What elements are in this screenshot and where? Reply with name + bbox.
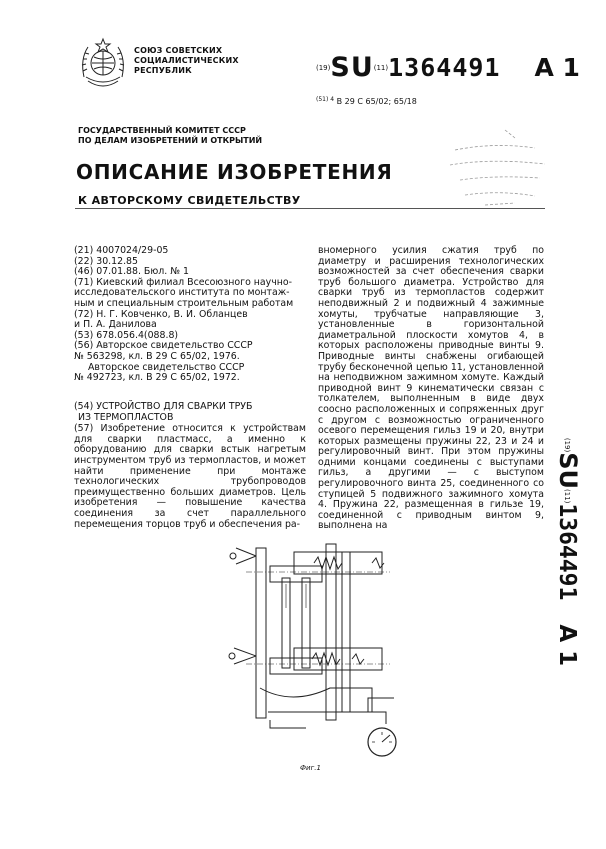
bibliographic-data <box>74 246 306 384</box>
ussr-emblem-icon <box>78 37 128 97</box>
biblio-line: (56) Авторское свидетельство СССР <box>74 340 253 352</box>
document-subtitle: К АВТОРСКОМУ СВИДЕТЕЛЬСТВУ <box>78 194 301 207</box>
technical-drawing <box>222 538 412 738</box>
code-11: (11) <box>373 64 389 72</box>
side-patent-number <box>548 412 588 692</box>
pressure-gauge-icon <box>365 725 399 759</box>
abstract-text-continued: вномерного усилия сжатия труб по диаметру и расширения технологических возможностей за счет обеспечения сварки труб большого диаметра. Устройство для сварки труб из термопластов содержит неподвижный 2 и подвижный 4 зажимные хомуты, трубчатые направляющие 3, установленные в горизонтальной диаметральной плоскости хомутов 4, в которых расположены приводные винты 9. Приводные винты снабжены огибающей трубу бесконечной цепью 11, установленной на неподвижном зажимном хомуте. Каждый приводной винт 9 кинематически связан с толкателем, выполненным в виде двух соосно расположенных и сопряженных друг с другом с возможностью ограниченного осевого перемещения гильз 19 и 20, внутри которых размещены пружины 22, 23 и 24 и регулировочный винт. При этом пружины одними концами соединены с выступами гильз, а другими — с выступом регулировочного винта 25, соединенного со ступицей 5 подвижного зажимного хомута 4. Пружина 22, размещенная в гильзе 19, соединенной с приводным винтом 9, выполнена на <box>318 245 544 532</box>
country-name <box>134 46 239 76</box>
ipc-classification <box>316 96 417 106</box>
biblio-line: (21) 4007024/29-05 <box>74 245 169 256</box>
biblio-line: (71) Киевский филиал Всесоюзного научно- <box>74 276 292 288</box>
committee-line: ГОСУДАРСТВЕННЫЙ КОМИТЕТ СССР <box>78 126 246 135</box>
biblio-line: (46) 07.01.88. Бюл. № 1 <box>74 266 189 278</box>
side-country: SU <box>554 452 582 490</box>
union-line: СОЮЗ СОВЕТСКИХ <box>134 46 223 55</box>
document-number <box>316 52 580 83</box>
kind-code: A 1 <box>534 53 580 82</box>
biblio-line: (53) 678.056.4(088.8) <box>74 329 179 341</box>
code-19: (19) <box>316 64 331 72</box>
country-code: SU <box>330 52 374 83</box>
ipc-code: (51) 4 <box>316 96 335 103</box>
biblio-line: и П. А. Данилова <box>74 319 157 331</box>
biblio-line: (72) Н. Г. Ковченко, В. И. Обланцев <box>74 308 248 320</box>
biblio-line: № 492723, кл. В 29 С 65/02, 1972. <box>74 372 240 384</box>
biblio-line: № 563298, кл. В 29 С 65/02, 1976. <box>74 350 240 362</box>
biblio-line: исследовательского института по монтаж- <box>74 287 290 299</box>
committee-line: ПО ДЕЛАМ ИЗОБРЕТЕНИЙ И ОТКРЫТИЙ <box>78 136 263 145</box>
union-line: СОЦИАЛИСТИЧЕСКИХ <box>134 56 239 65</box>
side-code-11: (11) <box>563 489 571 504</box>
biblio-line: (22) 30.12.85 <box>74 255 138 267</box>
side-code-19: (19) <box>563 437 571 453</box>
abstract-right-column <box>318 246 544 532</box>
library-stamp-icon <box>435 120 560 215</box>
side-number: 1364491 <box>554 503 580 601</box>
invention-title-line: (54) УСТРОЙСТВО ДЛЯ СВАРКИ ТРУБ <box>74 401 253 412</box>
biblio-line: Авторское свидетельство СССР <box>88 361 245 373</box>
side-kind: A 1 <box>554 624 580 667</box>
abstract-left-column <box>74 402 306 530</box>
ipc-value: В 29 С 65/02; 65/18 <box>336 97 417 106</box>
invention-title-line: ИЗ ТЕРМОПЛАСТОВ <box>78 411 174 423</box>
union-line: РЕСПУБЛИК <box>134 66 192 75</box>
biblio-line: ным и специальным строительным работам <box>74 297 294 309</box>
abstract-text: (57) Изобретение относится к устройствам для сварки пластмасс, а именно к оборудованию для сварки встык нагретым инструментом труб из термопластов, и может найти применение при монтаже технологических трубопроводов преимущественно больших диаметров. Цель изобретения — повышение качества соединения за счет параллельного перемещения торцов труб и обеспечения ра- <box>74 423 306 530</box>
document-title: ОПИСАНИЕ ИЗОБРЕТЕНИЯ <box>76 160 393 184</box>
patent-number: 1364491 <box>388 53 501 82</box>
figure-caption: Фиг.1 <box>300 764 321 772</box>
invention-title <box>74 402 306 423</box>
committee <box>78 126 262 146</box>
divider <box>75 208 545 209</box>
